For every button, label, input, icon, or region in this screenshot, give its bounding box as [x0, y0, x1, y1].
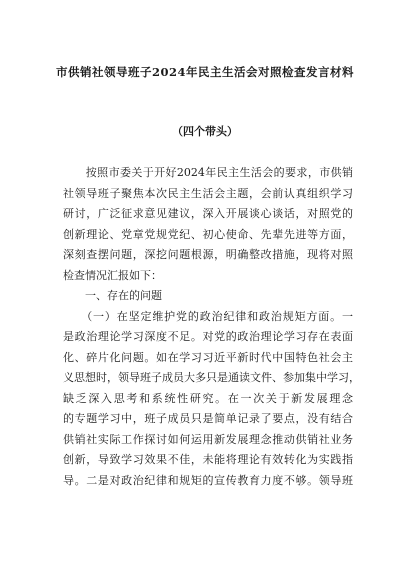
paragraph-line: 创新，导致学习效果不佳，未能将理论有效转化为实践指	[63, 453, 353, 466]
paragraph-line: 创新理论、党章党规党纪、初心使命、先辈先进等方面，	[63, 227, 353, 241]
paragraph-line: 是政治理论学习深度不足。对党的政治理论学习存在表面	[63, 330, 353, 343]
paragraph-line: 供销社实际工作探讨如何运用新发展理念推动供销社业务	[63, 432, 353, 446]
section-heading: 一、存在的问题	[63, 289, 162, 302]
paragraph-line: 缺乏深入思考和系统性研究。在一次关于新发展理念	[63, 391, 353, 405]
paragraph-line: 社领导班子聚焦本次民主生活会主题，会前认真组织学习	[63, 186, 353, 200]
document-title: 市供销社领导班子2024年民主生活会对照检查发言材料	[55, 65, 354, 79]
paragraph-line: 导。二是对政治纪律和规矩的宣传教育力度不够。领导班	[63, 473, 353, 487]
paragraph-line: 深刻查摆问题，深挖问题根源，明确整改措施，现将对照	[63, 248, 353, 261]
paragraph-line: 检查情况汇报如下：	[63, 268, 162, 282]
paragraph-line: 研讨，广泛征求意见建议，深入开展谈心谈话，对照党的	[63, 207, 353, 220]
paragraph-line: 的专题学习中，班子成员只是简单记录了要点，没有结合	[63, 412, 353, 425]
document-subtitle: （四个带头）	[172, 125, 238, 138]
paragraph-line: 按照市委关于开好2024年民主生活会的要求，市供销	[63, 166, 353, 179]
document-body	[63, 163, 360, 491]
paragraph-line: 义思想时，领导班子成员大多只是通读文件、参加集中学习，	[63, 371, 360, 384]
paragraph-line: 化、碎片化问题。如在学习习近平新时代中国特色社会主	[63, 350, 353, 364]
paragraph-line: （一）在坚定维护党的政治纪律和政治规矩方面。一	[63, 309, 353, 323]
